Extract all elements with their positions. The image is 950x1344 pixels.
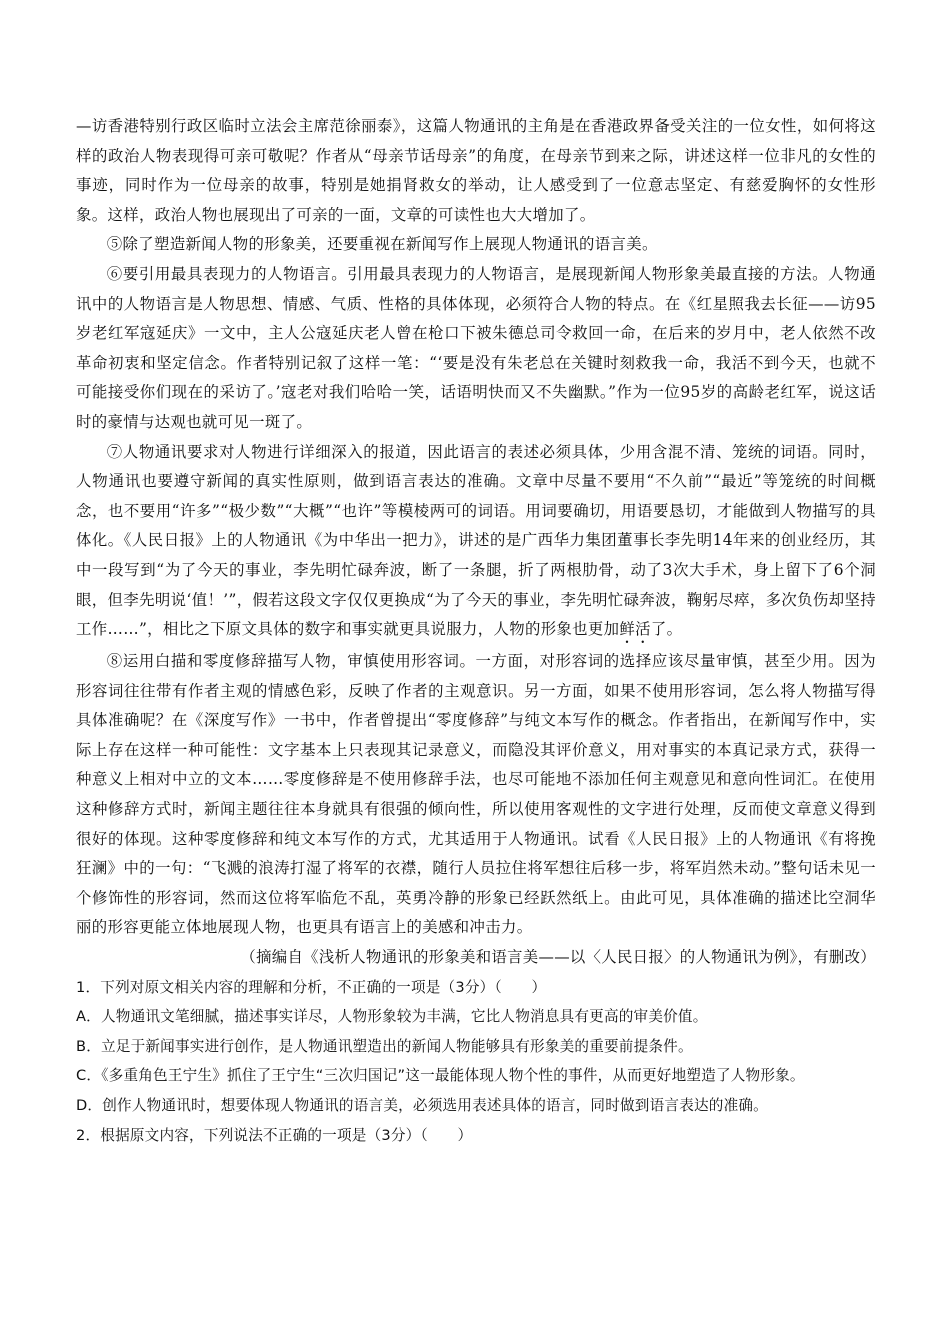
question-1: 1．下列对原文相关内容的理解和分析，不正确的一项是（3分）（ ） <box>76 978 547 996</box>
article-source: （摘编自《浅析人物通讯的形象美和语言美——以〈人民日报〉的人物通讯为例》，有删改） <box>240 948 876 967</box>
page-content <box>76 112 876 1150</box>
question-1-option-a: A．人物通讯文笔细腻，描述事实详尽，人物形象较为丰满，它比人物消息具有更高的审美价值。 <box>76 1008 708 1026</box>
paragraph-7-ending: 了。 <box>650 620 683 639</box>
question-1-option-d: D．创作人物通讯时，想要体现人物通讯的语言美，必须选用表述具体的语言，同时做到语言表达的准确。 <box>76 1097 768 1114</box>
article-paragraph-7 <box>76 438 876 648</box>
article-paragraph-8: ⑧运用白描和零度修辞描写人物，审慎使用形容词。一方面，对形容词的选择应该尽量审慎，甚至少用。因为形容词往往带有作者主观的情感色彩，反映了作者的主观意识。另一方面，如果不使用形容词，怎么将人物描写得具体准确呢？在《深度写作》一书中，作者曾提出“零度修辞”与纯文本写作的概念。作者指出，在新闻写作中，实际上存在这样一种可能性：文字基本上只表现其记录意义，而隐没其评价意义，用对事实的本真记录方式，获得一种意义上相对中立的文本……零度修辞是不使用修辞手法，也尽可能地不添加任何主观意见和意向性词汇。在使用这种修辞方式时，新闻主题往往本身就具有很强的倾向性，所以使用客观性的文字进行处理，反而使文章意义得到很好的体现。这种零度修辞和纯文本写作的方式，尤其适用于人物通讯。试看《人民日报》上的人物通讯《有将挽狂澜》中的一句：“飞溅的浪涛打湿了将军的衣襟，随行人员拉住将军想往后移一步，将军岿然未动。”整句话未见一个修饰性的形容词，然而这位将军临危不乱，英勇冷静的形象已经跃然纸上。由此可见，具体准确的描述比空洞华丽的形容更能立体地展现人物，也更具有语言上的美感和冲击力。 <box>76 652 876 937</box>
question-2: 2．根据原文内容，下列说法不正确的一项是（3分）（ ） <box>76 1126 473 1144</box>
paragraph-7-text: ⑦人物通讯要求对人物进行详细深入的报道，因此语言的表述必须具体，少用含混不清、笼统的词语。同时，人物通讯也要遵守新闻的真实性原则，做到语言表达的准确。文章中尽量不要用“不久前”“最近”等笼统的时间概念，也不要用“许多”“极少数”“大概”“也许”等模棱两可的词语。用词要确切，用语要恳切，才能做到人物描写的具体化。《人民日报》上的人物通讯《为中华出一把力》，讲述的是广西华力集团董事长李先明14年来的创业经历，其中一段写到“为了今天的事业，李先明忙碌奔波，断了一条腿，折了两根肋骨，动了3次大手术，身上留下了6个洞眼，但李先明说‘值！’”，假若这段文字仅仅更换成“为了今天的事业，李先明忙碌奔波，鞠躬尽瘁，多次负伤却坚持工作……”，相比之下原文具体的数字和事实就更具说服力，人物的形象也更加 <box>76 442 876 639</box>
article-paragraph-1: —访香港特别行政区临时立法会主席范徐丽泰》，这篇人物通讯的主角是在香港政界备受关注的一位女性，如何将这样的政治人物表现得可亲可敬呢？作者从“母亲节话母亲”的角度，在母亲节到来之际，讲述这样一位非凡的女性的事迹，同时作为一位母亲的故事，特别是她捐肾救女的举动，让人感受到了一位意志坚定、有慈爱胸怀的女性形象。这样，政治人物也展现出了可亲的一面，文章的可读性也大大增加了。 <box>76 117 876 224</box>
question-1-option-b: B．立足于新闻事实进行创作，是人物通讯塑造出的新闻人物能够具有形象美的重要前提条件。 <box>76 1037 693 1055</box>
article-paragraph-5: ⑤除了塑造新闻人物的形象美，还要重视在新闻写作上展现人物通讯的语言美。 <box>106 235 658 254</box>
emphasized-word: 鲜活 <box>619 620 651 639</box>
article-paragraph-6: ⑥要引用最具表现力的人物语言。引用最具表现力的人物语言，是展现新闻人物形象美最直接的方法。人物通讯中的人物语言是人物思想、情感、气质、性格的具体体现，必须符合人物的特点。在《红星照我去长征——访95岁老红军寇延庆》一文中，主人公寇延庆老人曾在枪口下被朱德总司令救回一命，在后来的岁月中，老人依然不改革命初衷和坚定信念。作者特别记叙了这样一笔：“‘要是没有朱老总在关键时刻救我一命，我活不到今天，也就不可能接受你们现在的采访了。’寇老对我们哈哈一笑，话语明快而又不失幽默。”作为一位95岁的高龄老红军，说这话时的豪情与达观也就可见一斑了。 <box>76 264 876 431</box>
question-1-option-c: C．《多重角色王宁生》抓住了王宁生“三次归国记”这一最能体现人物个性的事件，从而更好地塑造了人物形象。 <box>76 1067 805 1085</box>
